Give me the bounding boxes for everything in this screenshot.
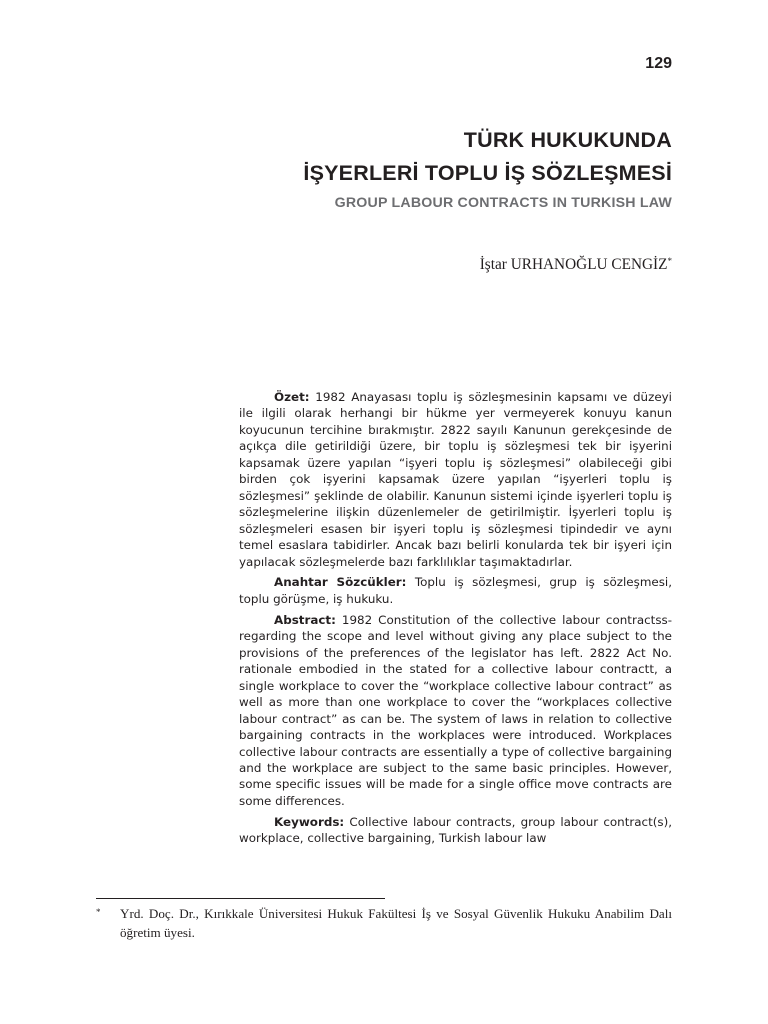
abstract-paragraph	[239, 612, 672, 809]
abstract-label: Abstract:	[274, 612, 336, 627]
anahtar-paragraph	[239, 574, 672, 607]
ozet-text: 1982 Anayasası toplu iş sözleşmesinin kapsamı ve düzeyi ile ilgili olarak herhangi bir hükme yer vermeyerek konuyu kanun koyucunun tercihine bırakmıştır. 2822 sayılı Kanunun gerekçesinde de açıkça dile getirildiği üzere, bir toplu iş sözleşmesi tek bir işyerini kapsamak üzere yapılan “işyeri toplu iş sözleşmesi” olabileceği gibi birden çok işyerini kapsamak üzere yapılan “işyerleri toplu iş sözleşmesi” şeklinde de olabilir. Kanunun sistemi içinde işyerleri toplu iş sözleşmelerine ilişkin düzenlemeler de getirilmiştir. İşyerleri toplu iş sözleşmeleri esasen bir işyeri toplu iş sözleşmesi tipindedir ve aynı temel esaslara tabidirler. Ancak bazı belirli konularda tek bir işyeri için yapılacak sözleşmelerde bazı farklılıklar taşımaktadırlar.	[239, 390, 672, 569]
article-subtitle: GROUP LABOUR CONTRACTS IN TURKISH LAW	[334, 195, 672, 211]
footnote-divider	[96, 898, 385, 899]
article-title-line-2: İŞYERLERİ TOPLU İŞ SÖZLEŞMESİ	[303, 161, 672, 185]
keywords-label: Keywords:	[274, 814, 345, 829]
title-block	[72, 124, 672, 215]
footnote-marker: *	[96, 907, 101, 917]
author-line	[480, 256, 672, 274]
keywords-paragraph	[239, 814, 672, 847]
abstract-text: 1982 Constitution of the collective labour contractss-regarding the scope and level without giving any place subject to the provisions of the preferences of the legislator has left. 2822 Act No. rationale embodied in the stated for a collective labour contractt, a single workplace to cover the “workplace collective labour contract” as well as more than one workplace to cover the “workplaces collective labour contract” as can be. The system of laws in relation to collective bargaining contracts in the workplaces were introduced. Workplaces collective labour contracts are essentially a type of collective bargaining and the workplace are subject to the same basic principles. However, some specific issues will be made for a single office move contracts are some differences.	[239, 612, 672, 808]
keywords-text: Collective labour contracts, group labour contract(s), workplace, collective bargaining, Turkish labour law	[239, 814, 673, 846]
ozet-label: Özet:	[274, 390, 310, 404]
footnote-text: Yrd. Doç. Dr., Kırıkkale Üniversitesi Hukuk Fakültesi İş ve Sosyal Güvenlik Hukuku Anabilim Dalı öğretim üyesi.	[120, 906, 672, 940]
anahtar-label: Anahtar Sözcükler:	[274, 575, 407, 590]
author-footnote-marker: *	[667, 256, 672, 266]
ozet-paragraph	[239, 389, 672, 570]
footnote	[96, 904, 672, 942]
page-number: 129	[645, 55, 672, 72]
abstract-block	[239, 389, 672, 847]
anahtar-text: Toplu iş sözleşmesi, grup iş sözleşmesi, toplu görüşme, iş hukuku.	[239, 575, 672, 606]
author-name: İştar URHANOĞLU CENGİZ	[479, 256, 668, 273]
article-title-line-1: TÜRK HUKUKUNDA	[463, 128, 672, 152]
